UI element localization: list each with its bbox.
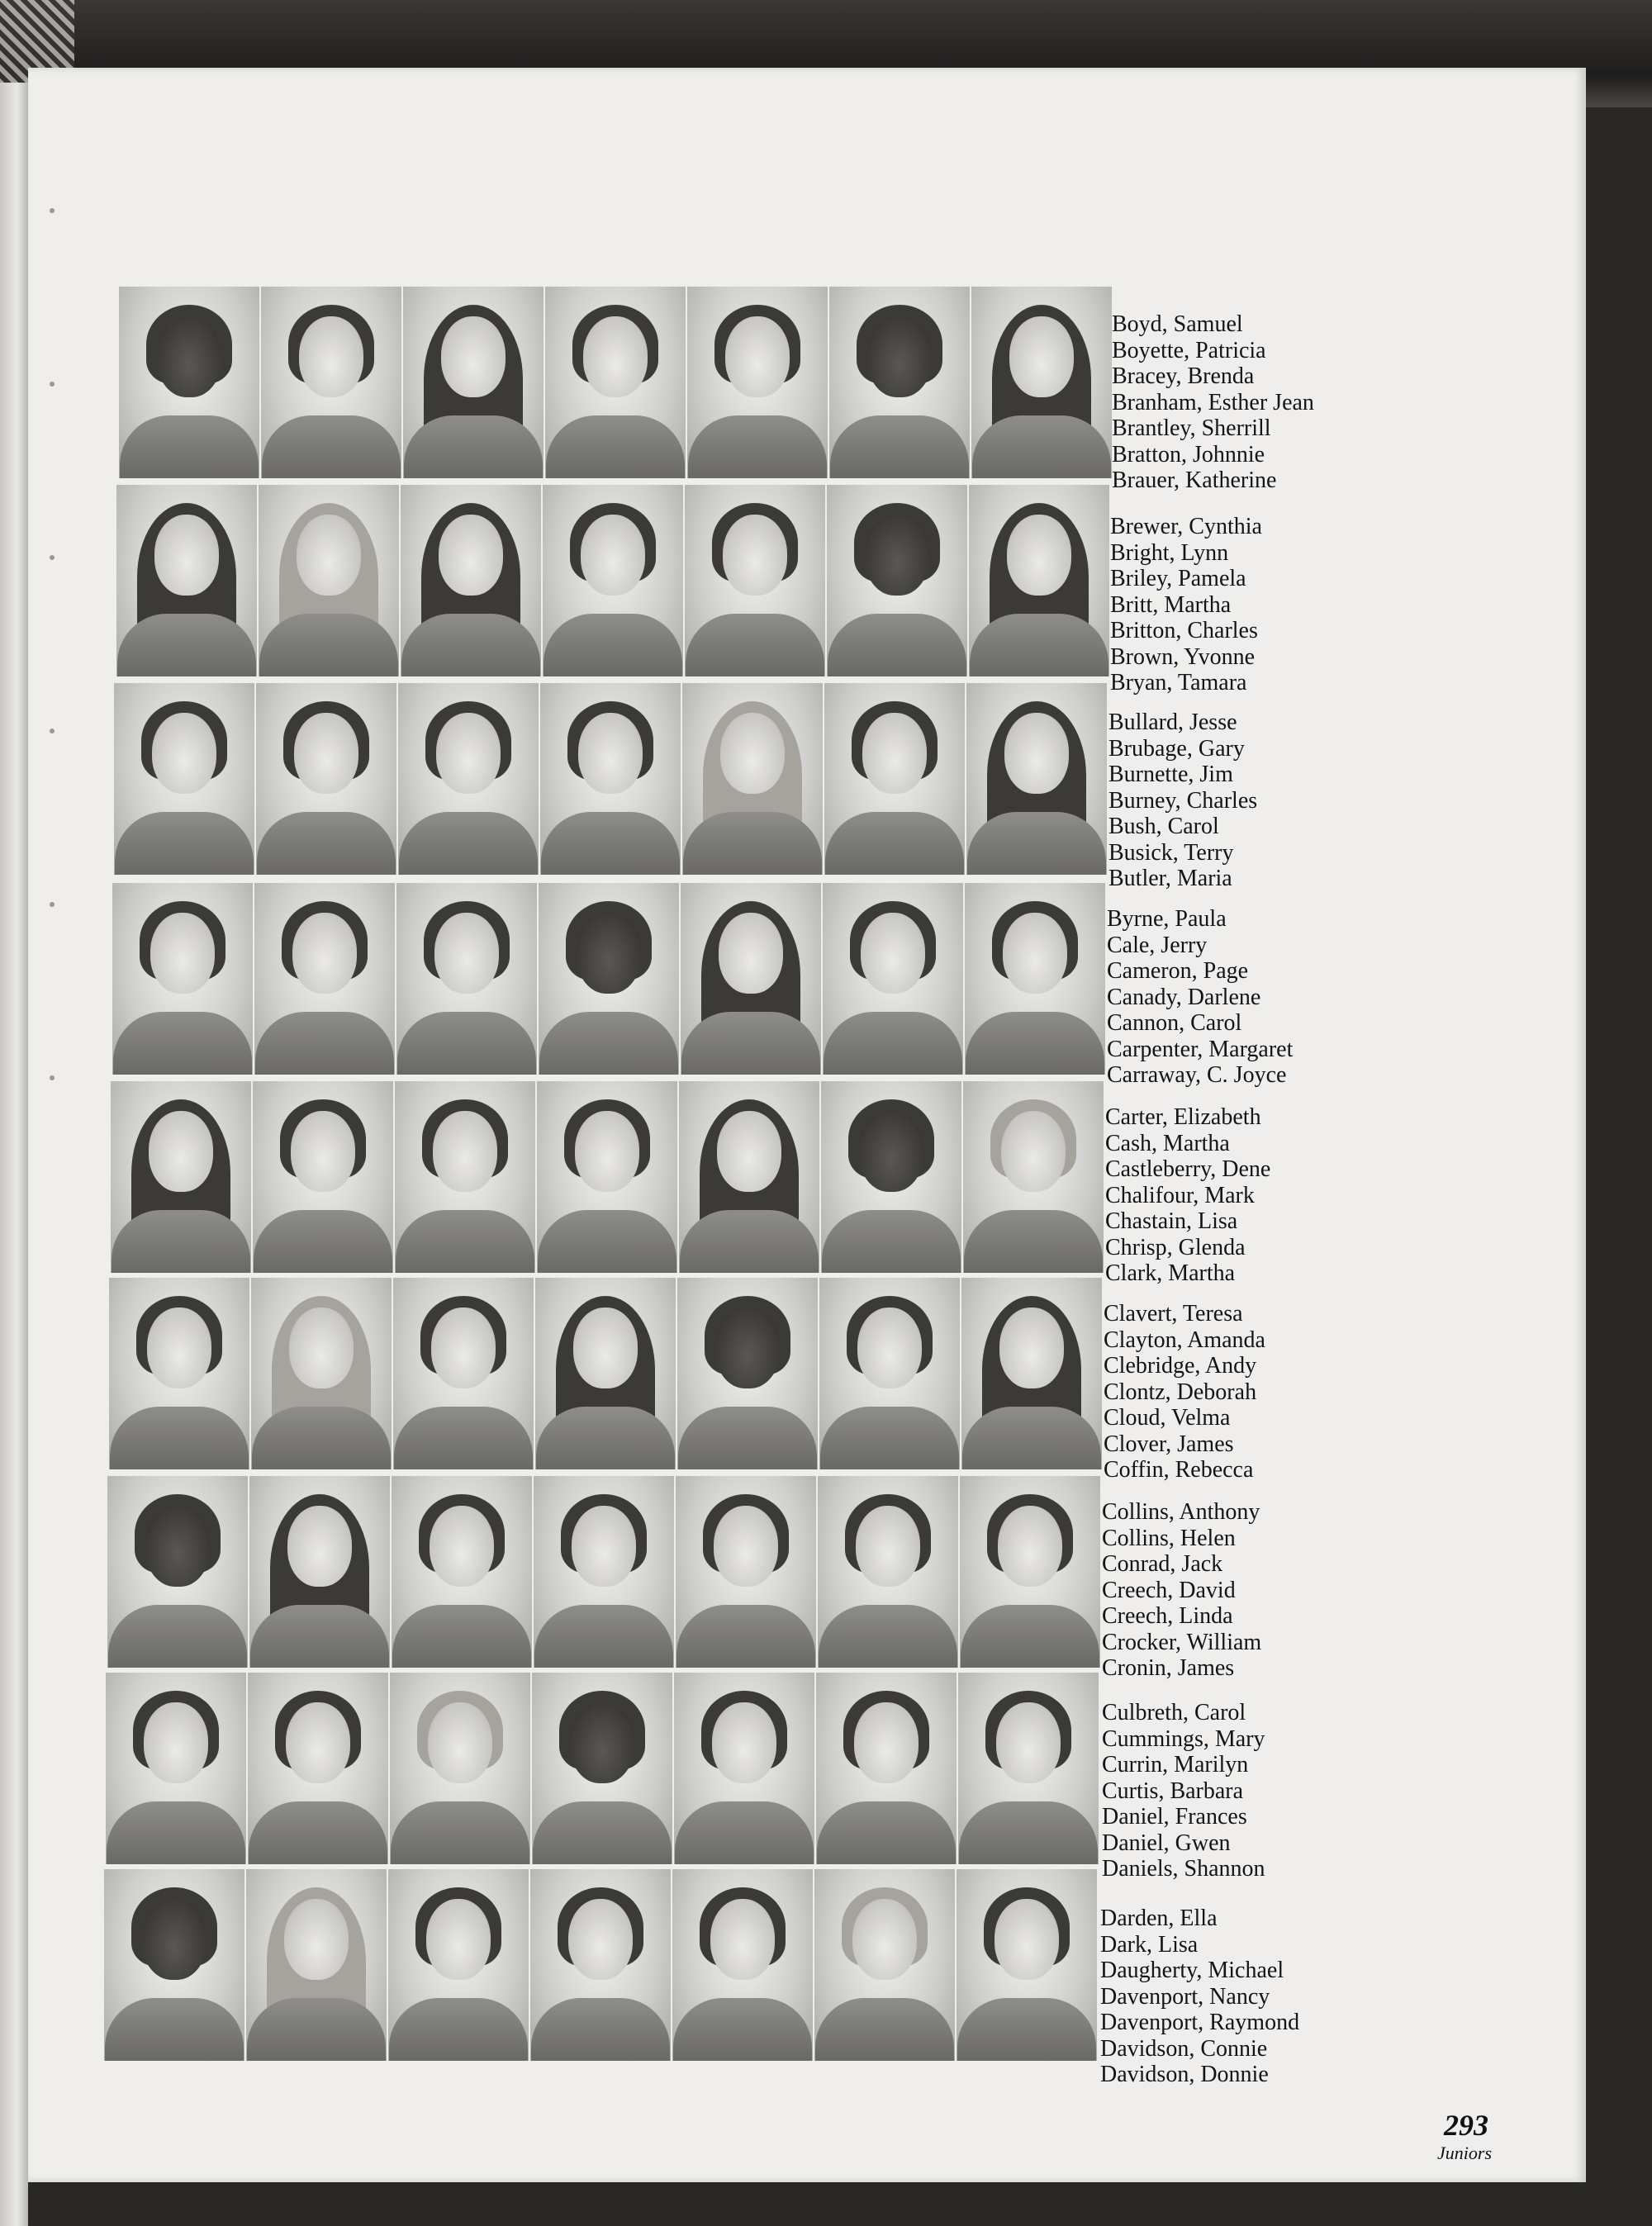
student-portrait: [958, 1673, 1099, 1864]
student-name: Clontz, Deborah: [1104, 1379, 1257, 1405]
student-name: Currin, Marilyn: [1102, 1752, 1249, 1777]
student-name: Burnette, Jim: [1108, 762, 1233, 787]
student-name: Brown, Yvonne: [1110, 643, 1256, 670]
student-portrait: [545, 287, 686, 478]
student-name: Cash, Martha: [1105, 1130, 1230, 1156]
student-name: Daniel, Gwen: [1102, 1830, 1231, 1856]
student-portrait: [106, 1673, 246, 1864]
student-portrait: [961, 1278, 1102, 1469]
student-name: Curtis, Barbara: [1102, 1777, 1244, 1804]
student-portrait: [821, 1081, 961, 1273]
student-portrait: [249, 1476, 390, 1668]
student-portrait: [393, 1278, 534, 1469]
student-portrait: [116, 485, 257, 676]
student-portrait: [823, 883, 963, 1075]
student-name: Coffin, Rebecca: [1104, 1457, 1254, 1483]
student-portrait: [674, 1673, 814, 1864]
student-name: Boyd, Samuel: [1112, 311, 1243, 337]
student-name: Burney, Charles: [1108, 787, 1258, 814]
student-portrait: [819, 1278, 960, 1469]
name-list: [1107, 906, 1371, 1089]
student-portrait: [818, 1476, 958, 1668]
student-name: Dark, Lisa: [1100, 1931, 1199, 1958]
student-portrait: [679, 1081, 819, 1273]
name-list: [1104, 1301, 1368, 1483]
student-name: Creech, Linda: [1102, 1603, 1233, 1629]
student-portrait: [672, 1869, 813, 2061]
student-name: Busick, Terry: [1108, 839, 1234, 866]
student-name: Cameron, Page: [1107, 958, 1249, 984]
student-portrait: [254, 883, 395, 1075]
section-label: Juniors: [1437, 2143, 1492, 2163]
student-portrait: [246, 1869, 387, 2061]
student-name: Chalifour, Mark: [1105, 1182, 1255, 1208]
student-portrait: [112, 883, 253, 1075]
portrait-row: [112, 883, 1104, 1075]
student-name: Creech, David: [1102, 1577, 1236, 1603]
name-list: [1105, 1104, 1370, 1287]
student-portrait: [253, 1081, 393, 1273]
student-name: Cale, Jerry: [1107, 932, 1208, 958]
student-name: Carter, Elizabeth: [1105, 1104, 1261, 1130]
student-portrait: [248, 1673, 388, 1864]
student-name: Bryan, Tamara: [1110, 670, 1247, 695]
yearbook-page: [28, 68, 1586, 2182]
student-portrait: [814, 1869, 955, 2061]
student-portrait: [107, 1476, 248, 1668]
student-name: Daniels, Shannon: [1102, 1856, 1265, 1882]
student-name: Chrisp, Glenda: [1105, 1234, 1246, 1260]
portrait-row: [109, 1278, 1100, 1469]
name-list: [1102, 1499, 1366, 1682]
student-name: Crocker, William: [1102, 1629, 1262, 1655]
student-portrait: [390, 1673, 530, 1864]
student-name: Cloud, Velma: [1104, 1405, 1231, 1431]
student-portrait: [532, 1673, 672, 1864]
student-portrait: [676, 1476, 816, 1668]
student-name: Bratton, Johnnie: [1112, 441, 1265, 468]
student-name: Brantley, Sherrill: [1112, 415, 1271, 441]
student-name: Brewer, Cynthia: [1110, 514, 1262, 539]
portrait-row: [119, 287, 1110, 478]
student-name: Cummings, Mary: [1102, 1725, 1265, 1752]
student-name: Davidson, Donnie: [1100, 2062, 1269, 2087]
student-portrait: [395, 1081, 535, 1273]
student-name: Clover, James: [1104, 1431, 1234, 1457]
student-name: Butler, Maria: [1108, 866, 1232, 891]
student-portrait: [966, 683, 1107, 875]
student-portrait: [530, 1869, 671, 2061]
student-portrait: [969, 485, 1109, 676]
student-portrait: [251, 1278, 392, 1469]
student-name: Darden, Ella: [1100, 1906, 1218, 1931]
student-name: Briley, Pamela: [1110, 566, 1246, 591]
student-portrait: [259, 485, 399, 676]
student-portrait: [687, 287, 828, 478]
left-page-edge: [0, 83, 28, 2226]
student-portrait: [960, 1476, 1100, 1668]
student-name: Carpenter, Margaret: [1107, 1036, 1294, 1062]
student-name: Davidson, Connie: [1100, 2035, 1268, 2062]
student-portrait: [957, 1869, 1097, 2061]
student-portrait: [396, 883, 537, 1075]
student-name: Canady, Darlene: [1107, 984, 1261, 1010]
student-portrait: [403, 287, 544, 478]
student-portrait: [398, 683, 539, 875]
student-portrait: [388, 1869, 529, 2061]
student-portrait: [685, 485, 825, 676]
student-name: Clavert, Teresa: [1104, 1301, 1243, 1327]
student-name: Davenport, Nancy: [1100, 1983, 1270, 2010]
portrait-row: [106, 1673, 1097, 1864]
student-name: Bracey, Brenda: [1112, 363, 1255, 389]
portrait-row: [107, 1476, 1099, 1668]
student-name: Branham, Esther Jean: [1112, 389, 1314, 415]
student-name: Cannon, Carol: [1107, 1010, 1242, 1036]
student-portrait: [256, 683, 396, 875]
student-name: Bullard, Jesse: [1108, 710, 1237, 735]
name-list: [1108, 710, 1373, 892]
student-portrait: [816, 1673, 957, 1864]
student-portrait: [539, 883, 679, 1075]
student-name: Clayton, Amanda: [1104, 1327, 1265, 1353]
student-name: Clebridge, Andy: [1104, 1353, 1257, 1379]
student-name: Boyette, Patricia: [1112, 337, 1266, 363]
student-portrait: [535, 1278, 676, 1469]
student-portrait: [119, 287, 259, 478]
student-portrait: [401, 485, 541, 676]
student-portrait: [114, 683, 254, 875]
student-name: Davenport, Raymond: [1100, 2010, 1300, 2035]
portrait-row: [114, 683, 1105, 875]
student-name: Collins, Helen: [1102, 1525, 1236, 1551]
student-name: Daugherty, Michael: [1100, 1958, 1284, 1983]
student-portrait: [111, 1081, 251, 1273]
student-name: Collins, Anthony: [1102, 1499, 1260, 1525]
student-name: Cronin, James: [1102, 1655, 1235, 1681]
student-name: Daniel, Frances: [1102, 1804, 1247, 1830]
student-portrait: [534, 1476, 674, 1668]
student-name: Britton, Charles: [1110, 618, 1258, 643]
student-name: Conrad, Jack: [1102, 1551, 1223, 1577]
student-name: Culbreth, Carol: [1102, 1700, 1246, 1725]
student-name: Brauer, Katherine: [1112, 468, 1277, 493]
student-name: Byrne, Paula: [1107, 906, 1227, 932]
portrait-row: [116, 485, 1108, 676]
student-portrait: [681, 883, 821, 1075]
student-portrait: [971, 287, 1112, 478]
student-name: Chastain, Lisa: [1105, 1208, 1238, 1234]
page-number: 293: [1444, 2109, 1488, 2142]
portrait-row: [111, 1081, 1102, 1273]
student-portrait: [824, 683, 965, 875]
student-portrait: [963, 1081, 1104, 1273]
name-list: [1110, 514, 1374, 696]
student-portrait: [829, 287, 970, 478]
student-portrait: [677, 1278, 818, 1469]
student-portrait: [392, 1476, 532, 1668]
student-name: Clark, Martha: [1105, 1260, 1236, 1286]
student-name: Bright, Lynn: [1110, 539, 1229, 566]
student-name: Castleberry, Dene: [1105, 1156, 1271, 1182]
student-portrait: [543, 485, 683, 676]
student-portrait: [261, 287, 401, 478]
student-portrait: [540, 683, 681, 875]
student-portrait: [827, 485, 967, 676]
portrait-row: [104, 1869, 1095, 2061]
name-list: [1100, 1906, 1365, 2088]
student-portrait: [682, 683, 823, 875]
student-portrait: [109, 1278, 249, 1469]
student-portrait: [104, 1869, 244, 2061]
student-portrait: [537, 1081, 677, 1273]
student-name: Britt, Martha: [1110, 591, 1232, 618]
name-list: [1112, 311, 1376, 494]
student-name: Bush, Carol: [1108, 814, 1219, 839]
student-name: Brubage, Gary: [1108, 735, 1245, 762]
student-portrait: [965, 883, 1105, 1075]
student-name: Carraway, C. Joyce: [1107, 1062, 1287, 1088]
name-list: [1102, 1700, 1366, 1882]
